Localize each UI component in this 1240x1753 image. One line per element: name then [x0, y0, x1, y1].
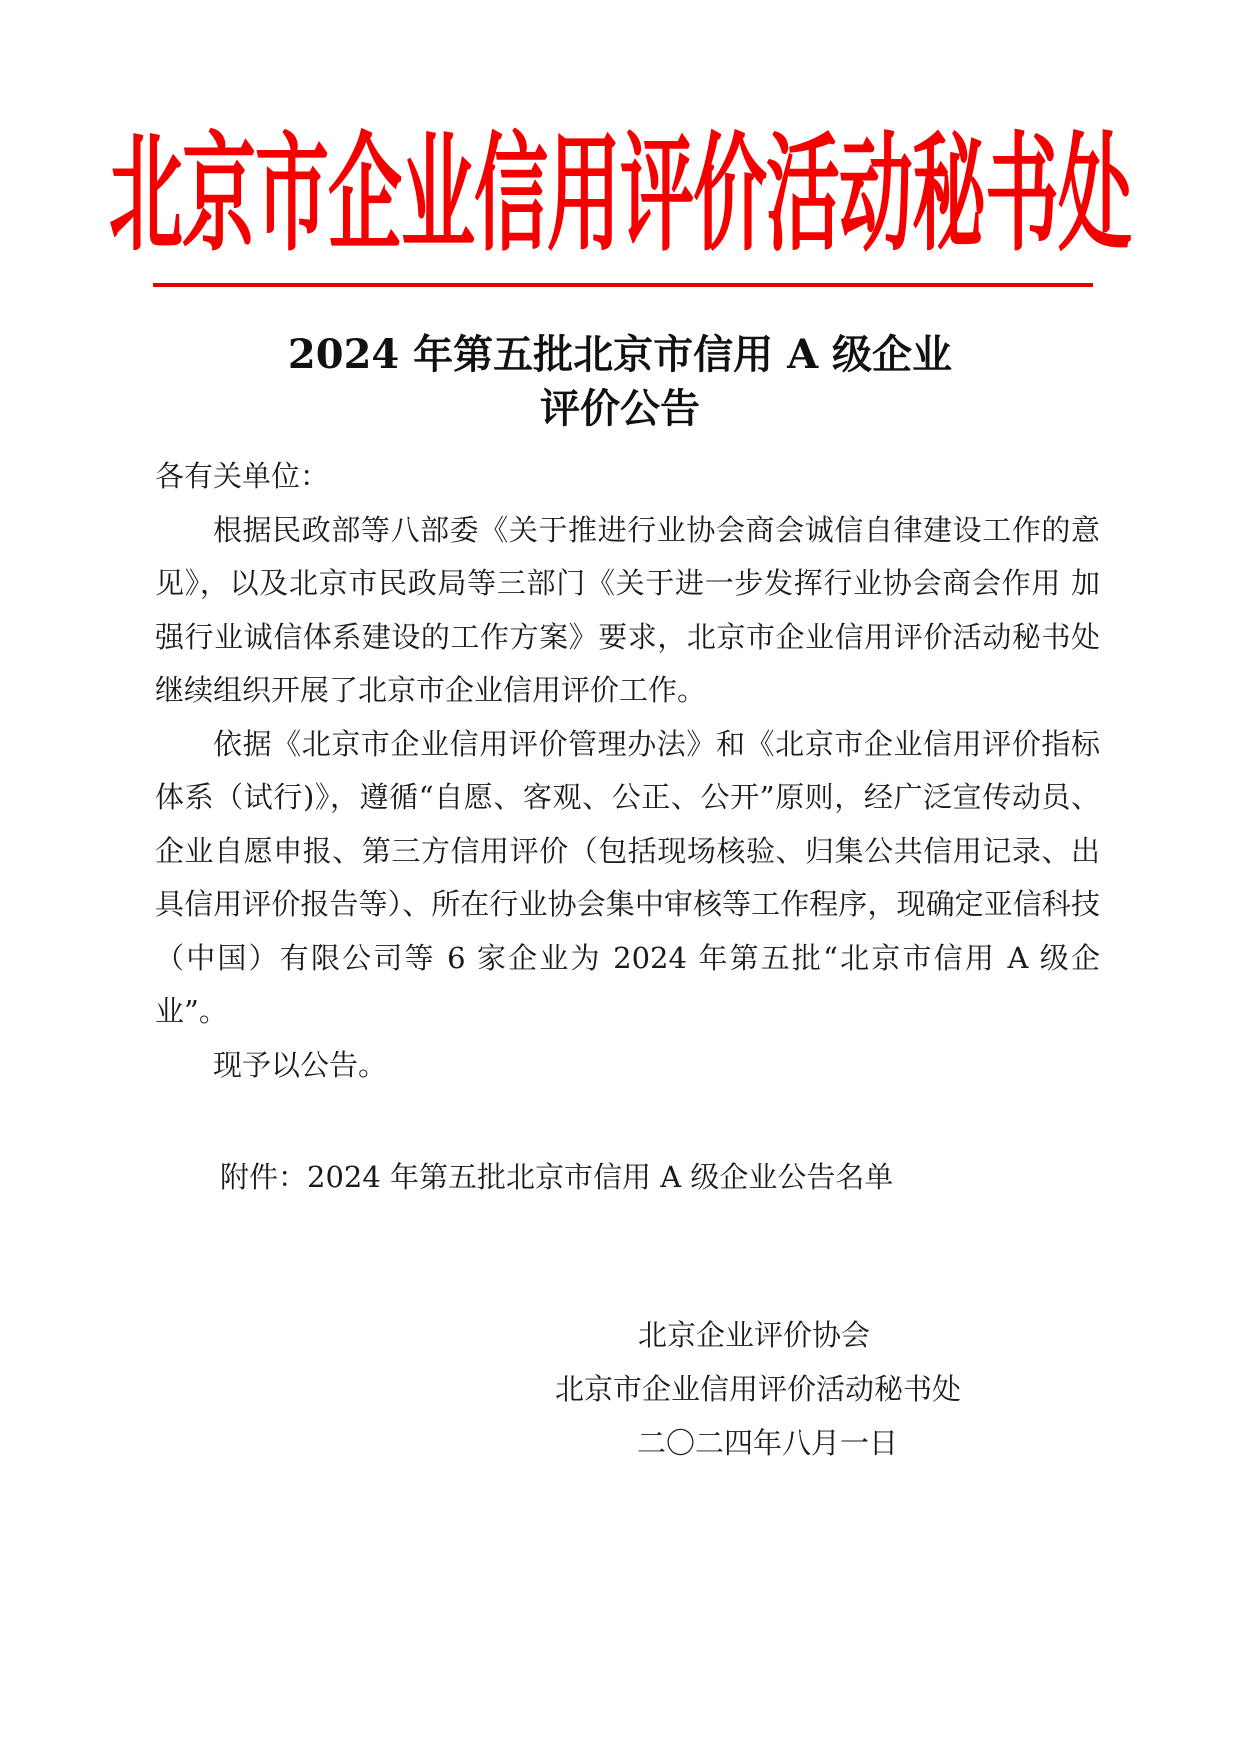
masthead-title: 北京市企业信用评价活动秘书处	[109, 121, 1131, 269]
attachment-note: 附件：2024 年第五批北京市信用 A 级企业公告名单	[220, 1160, 894, 1194]
salutation: 各有关单位：	[155, 459, 330, 493]
document-title-line-1: 2024 年第五批北京市信用 A 级企业	[287, 331, 953, 378]
document-title	[150, 328, 1090, 436]
body-paragraph-1: 根据民政部等八部委《关于推进行业协会商会诚信自律建设工作的意见》，以及北京市民政局等三部门《关于进一步发挥行业协会商会作用 加强行业诚信体系建设的工作方案》要求，北京市企业信用评价活动秘书处继续组织开展了北京市企业信用评价工作。	[155, 512, 1100, 707]
signature-date: 二〇二四年八月一日	[637, 1426, 899, 1460]
masthead-divider	[153, 283, 1093, 287]
signature-org-2: 北京市企业信用评价活动秘书处	[555, 1372, 962, 1406]
body-paragraph-3: 现予以公告。	[213, 1047, 388, 1082]
document-body	[155, 450, 1100, 1092]
body-paragraph-2: 依据《北京市企业信用评价管理办法》和《北京市企业信用评价指标体系（试行)》，遵循“自愿、客观、公正、公开”原则，经广泛宣传动员、企业自愿申报、第三方信用评价（包括现场核验、归集公共信用记录、出具信用评价报告等）、所在行业协会集中审核等工作程序，现确定亚信科技（中国）有限公司等 6 家企业为 2024 年第五批“北京市信用 A 级企业”。	[155, 726, 1100, 1028]
signature-org-1: 北京企业评价协会	[638, 1318, 871, 1352]
document-title-line-2: 评价公告	[540, 385, 700, 432]
